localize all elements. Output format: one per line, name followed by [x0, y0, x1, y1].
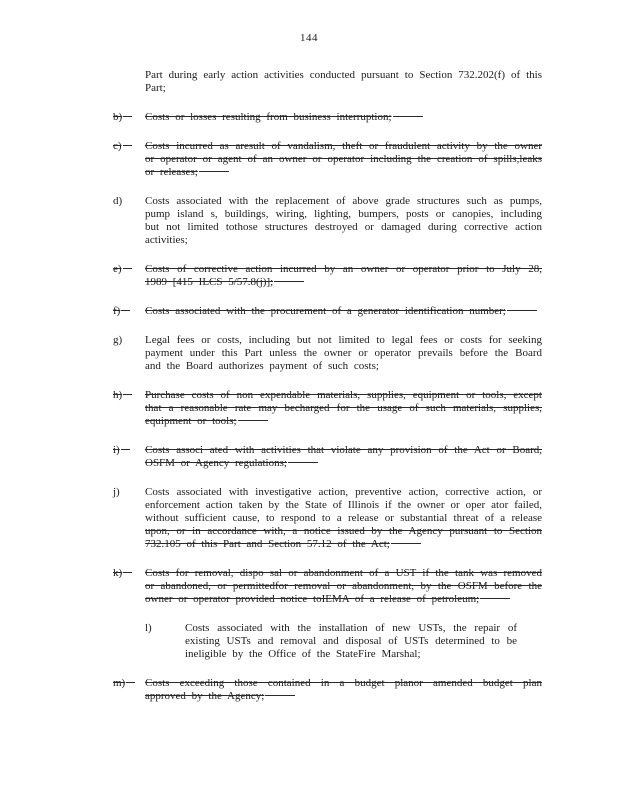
page-number: 144: [300, 32, 318, 44]
item-text: Costs for removal, dispo sal or abandonment of a UST if the tank was removed or abandoned, or permittedfor removal or abandonment, by the OSFM before the owner or operator provided notice toIEMA of a release of petroleum;: [145, 567, 542, 605]
item-label: g): [113, 334, 123, 346]
list-item-j: [113, 486, 542, 551]
item-text: Purchase costs of non expendable materials, supplies, equipment or tools, except that a reasonable rate may becharged for the usage of such materials, supplies, equipment or tools;: [145, 389, 542, 427]
item-label: c): [113, 140, 145, 179]
item-text-deleted: upon, or in accordance with, a notice issued by the Agency pursuant to Section 732.105 of this Part and Section 57.12 of the Act;: [145, 525, 542, 550]
item-label: f): [113, 305, 145, 318]
item-text: Costs exceeding those contained in a budget planor amended budget plan approved by the Agency;: [145, 677, 542, 702]
item-label: m): [113, 677, 145, 703]
list-item-i: [113, 444, 542, 470]
item-text: Costs of corrective action incurred by an owner or operator prior to July 28, 1989 [415 ILCS 5/57.8(j)];: [145, 263, 542, 288]
item-text: [145, 486, 542, 551]
item-label: e): [113, 263, 145, 289]
list-item-f: [113, 305, 542, 318]
continuation-paragraph: Part during early action activities conducted pursuant to Section 732.202(f) of this Part;: [145, 69, 542, 94]
list-item-h: [113, 389, 542, 428]
item-text: Costs associated with the procurement of a generator identification number;: [145, 305, 542, 318]
item-text: Costs associated with the installation of new USTs, the repair of existing USTs and removal and disposal of USTs determined to be ineligible by the Office of the StateFire Marshal;: [185, 622, 517, 660]
item-text: Legal fees or costs, including but not limited to legal fees or costs for seeking payment under this Part unless the owner or operator prevails before the Board and the Board authorizes payment of such costs;: [145, 334, 542, 372]
list-item-b: [113, 111, 542, 124]
list-item-l: [145, 622, 517, 661]
item-label: k): [113, 567, 145, 606]
page-content: [113, 69, 542, 703]
list-item-d: [113, 195, 542, 247]
list-item-e: [113, 263, 542, 289]
item-text: Costs or losses resulting from business interruption;: [145, 111, 542, 124]
list-item-c: [113, 140, 542, 179]
item-text: Costs associated with the replacement of above grade structures such as pumps, pump island s, buildings, wiring, lighting, bumpers, posts or canopies, including but not limited tothose structures destroyed or damaged during corrective action activities;: [145, 195, 542, 246]
item-text-kept: Costs associated with investigative action, preventive action, corrective action, or enforcement action taken by the State of Illinois if the owner or oper ator failed, without sufficient cause, to respond to a release or substantial threat of a release: [145, 486, 542, 524]
item-label: b): [113, 111, 145, 124]
item-text: Costs associ ated with activities that violate any provision of the Act or Board, OSFM or Agency regulations;: [145, 444, 542, 469]
item-text: Costs incurred as aresult of vandalism, theft or fraudulent activity by the owner or operator or agent of an owner or operator including the creation of spills,leaks or releases;: [145, 140, 542, 178]
list-item-g: [113, 334, 542, 373]
item-label: i): [113, 444, 145, 470]
list-item-k: [113, 567, 542, 606]
item-label: j): [113, 486, 120, 498]
item-label: d): [113, 195, 123, 207]
list-item-m: [113, 677, 542, 703]
item-label: h): [113, 389, 145, 428]
item-label: l): [145, 622, 152, 634]
